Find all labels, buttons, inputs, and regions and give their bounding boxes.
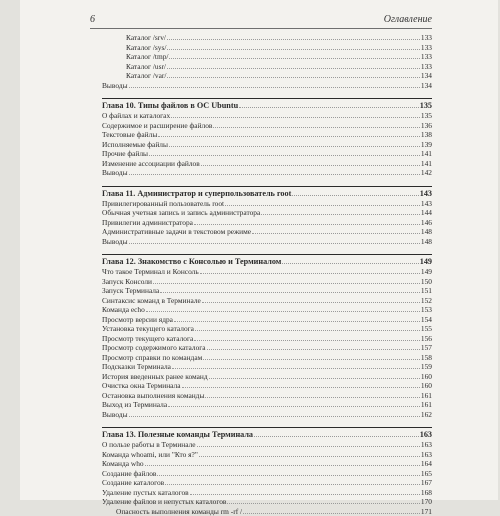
toc-entry-label: Каталог /sys/ [102,43,166,53]
toc-entry-label: Прочие файлы [102,149,148,159]
dot-leader [205,397,419,398]
toc-entry-page: 148 [421,237,432,247]
dot-leader [213,127,419,128]
toc-entry-page: 141 [421,159,432,169]
dot-leader [157,475,420,476]
toc-entry-label: История введенных ранее команд [102,372,208,382]
dot-leader [194,224,420,225]
toc-entry-page: 163 [421,440,432,450]
toc-entry-page: 152 [421,296,432,306]
toc-entry [102,362,432,372]
dot-leader [195,330,420,331]
dot-leader [202,302,420,303]
dot-leader [182,387,420,388]
toc-entry [102,410,432,420]
toc-entry [102,168,432,178]
dot-leader [129,416,420,417]
dot-leader [158,136,420,137]
dot-leader [239,107,419,108]
toc-entry-label: Содержимое и расширение файлов [102,121,212,131]
toc-entry-label: Просмотр текущего каталога [102,334,193,344]
dot-leader [199,456,420,457]
toc-entry [102,159,432,169]
toc-entry [102,315,432,325]
toc-entry-page: 134 [421,71,432,81]
toc-entry [102,149,432,159]
chapter-heading-page: 149 [420,256,432,267]
toc-entry [102,391,432,401]
toc-entry [102,227,432,237]
dot-leader [197,446,420,447]
toc-entry-page: 138 [421,130,432,140]
toc-entry-page: 135 [421,111,432,121]
toc-entry [102,497,432,507]
toc-entry-label: Установка текущего каталога [102,324,194,334]
dot-leader [149,155,420,156]
toc-entry-label: Привилегии администратора [102,218,193,228]
dot-leader [129,174,420,175]
dot-leader [292,195,418,196]
dot-leader [200,273,420,274]
toc-entry-page: 142 [421,168,432,178]
toc-entry [102,286,432,296]
chapter-heading-label: Глава 12. Знакомство с Консолью и Терминалом [102,256,281,267]
toc-entry-page: 144 [421,208,432,218]
toc-entry-page: 165 [421,469,432,479]
toc-entry-label: Выводы [102,237,128,247]
toc-entry-label: Просмотр версии ядра [102,315,173,325]
running-title: Оглавление [384,14,432,25]
toc-entry [102,372,432,382]
book-page [20,0,498,500]
toc-entry-page: 161 [421,400,432,410]
toc-entry-page: 154 [421,315,432,325]
toc-entry-page: 150 [421,277,432,287]
toc-entry-page: 149 [421,267,432,277]
toc-entry-page: 155 [421,324,432,334]
toc-entry-label: Команда echo [102,305,145,315]
toc-entry [102,334,432,344]
toc-entry-label: Команда whoami, или "Кто я?" [102,450,198,460]
dot-leader [129,87,420,88]
toc-entry-label: Каталог /usr/ [102,62,166,72]
toc-entry-page: 164 [421,459,432,469]
page-header [90,14,432,29]
section-gap [102,178,432,186]
toc-entry-page: 167 [421,478,432,488]
dot-leader [167,49,420,50]
toc-entry [102,296,432,306]
chapter-heading-label: Глава 10. Типы файлов в ОС Ubuntu [102,100,238,111]
toc-entry-page: 148 [421,227,432,237]
toc-entry [102,43,432,53]
toc-entry-label: Привилегированный пользователь root [102,199,224,209]
toc-entry [102,208,432,218]
toc-entry-page: 139 [421,140,432,150]
toc-entry [102,459,432,469]
toc-entry-label: О файлах и каталогах [102,111,170,121]
dot-leader [194,340,420,341]
dot-leader [201,165,420,166]
toc-entry-page: 133 [421,33,432,43]
dot-leader [160,292,420,293]
toc-entry-label: Исполняемые файлы [102,140,168,150]
toc-entry-page: 162 [421,410,432,420]
toc-entry [102,478,432,488]
dot-leader [153,283,420,284]
dot-leader [167,39,420,40]
toc-entry-label: Удаление пустых каталогов [102,488,189,498]
toc-entry [102,111,432,121]
toc-entry-label: Запуск Терминала [102,286,159,296]
toc-entry-page: 168 [421,488,432,498]
chapter-heading-label: Глава 11. Администратор и суперпользователь root [102,188,291,199]
dot-leader [209,378,420,379]
toc-entry [102,81,432,91]
section-gap [102,419,432,427]
toc-entry-label: Создание каталогов [102,478,164,488]
toc-entry-page: 158 [421,353,432,363]
toc-entry-page: 133 [421,52,432,62]
toc-entry-label: Каталог /srv/ [102,33,166,43]
toc-entry-page: 146 [421,218,432,228]
chapter-heading [102,98,432,111]
toc-entry-label: Изменение ассоциации файлов [102,159,200,169]
dot-leader [252,233,420,234]
toc-entry-page: 133 [421,43,432,53]
chapter-heading [102,186,432,199]
toc-entry-label: Административные задачи в текстовом режиме [102,227,251,237]
dot-leader [174,321,420,322]
toc-entry-label: Удаление файлов и непустых каталогов [102,497,226,507]
toc-entry [102,343,432,353]
toc-entry-page: 157 [421,343,432,353]
toc-entry-page: 170 [421,497,432,507]
toc-entry-label: Команда who [102,459,144,469]
dot-leader [254,436,419,437]
toc-entry-page: 136 [421,121,432,131]
toc-entry-label: Выводы [102,81,128,91]
toc-entry-label: Выводы [102,410,128,420]
dot-leader [227,503,419,504]
toc-entry [102,488,432,498]
toc-entry-label: Что такое Терминал и Консоль [102,267,199,277]
toc-entry-label: Создание файлов [102,469,156,479]
toc-entry [102,305,432,315]
toc-entry [102,237,432,247]
toc-entry-label: Каталог /tmp/ [102,52,168,62]
toc-entry [102,277,432,287]
toc-entry-label: Запуск Консоли [102,277,152,287]
toc-entry [102,267,432,277]
dot-leader [145,465,420,466]
toc-entry-label: Подсказки Терминала [102,362,171,372]
toc-entry [102,353,432,363]
dot-leader [207,349,420,350]
toc-entry-label: Опасность выполнения команды rm -rf / [102,507,242,516]
toc-entry [102,400,432,410]
toc-entry [102,381,432,391]
dot-leader [167,77,420,78]
toc-entry-page: 134 [421,81,432,91]
toc-entry [102,33,432,43]
toc-entry-page: 171 [421,507,432,516]
dot-leader [165,484,420,485]
toc-entry-label: О пользе работы в Терминале [102,440,196,450]
toc-entry [102,52,432,62]
toc-entry [102,121,432,131]
toc-entry [102,140,432,150]
toc-entry-label: Очистка окна Терминала [102,381,181,391]
toc-entry-label: Просмотр содержимого каталога [102,343,206,353]
dot-leader [282,263,418,264]
toc-entry-page: 163 [421,450,432,460]
toc-entry-page: 153 [421,305,432,315]
dot-leader [168,406,420,407]
toc-entry-label: Просмотр справки по командам [102,353,202,363]
toc-entry-page: 151 [421,286,432,296]
dot-leader [243,513,420,514]
toc-entry-page: 160 [421,372,432,382]
chapter-heading-label: Глава 13. Полезные команды Терминала [102,429,253,440]
toc-entry [102,71,432,81]
toc-entry [102,469,432,479]
table-of-contents [102,33,432,516]
toc-entry-page: 141 [421,149,432,159]
section-gap [102,246,432,254]
dot-leader [190,494,420,495]
toc-entry-page: 156 [421,334,432,344]
dot-leader [171,117,420,118]
dot-leader [169,58,419,59]
dot-leader [167,68,420,69]
dot-leader [146,311,420,312]
toc-entry [102,440,432,450]
dot-leader [261,214,420,215]
toc-entry-page: 143 [421,199,432,209]
dot-leader [169,146,420,147]
dot-leader [172,368,420,369]
toc-entry [102,324,432,334]
toc-entry-label: Выход из Терминала [102,400,167,410]
dot-leader [225,205,420,206]
chapter-heading [102,254,432,267]
toc-entry-page: 159 [421,362,432,372]
chapter-heading-page: 135 [420,100,432,111]
section-gap [102,90,432,98]
toc-entry-label: Обычная учетная запись и запись администратора [102,208,260,218]
dot-leader [203,359,420,360]
toc-entry [102,218,432,228]
page-number: 6 [90,14,95,25]
dot-leader [129,243,420,244]
toc-entry [102,130,432,140]
chapter-heading [102,427,432,440]
toc-entry-label: Выводы [102,168,128,178]
toc-entry-page: 133 [421,62,432,72]
toc-entry-label: Синтаксис команд в Терминале [102,296,201,306]
chapter-heading-page: 163 [420,429,432,440]
toc-entry-label: Текстовые файлы [102,130,157,140]
toc-entry [102,62,432,72]
toc-entry-label: Остановка выполнения команды [102,391,204,401]
toc-entry-page: 160 [421,381,432,391]
toc-entry [102,450,432,460]
chapter-heading-page: 143 [420,188,432,199]
toc-entry [102,507,432,516]
toc-entry [102,199,432,209]
toc-entry-label: Каталог /var/ [102,71,166,81]
toc-entry-page: 161 [421,391,432,401]
